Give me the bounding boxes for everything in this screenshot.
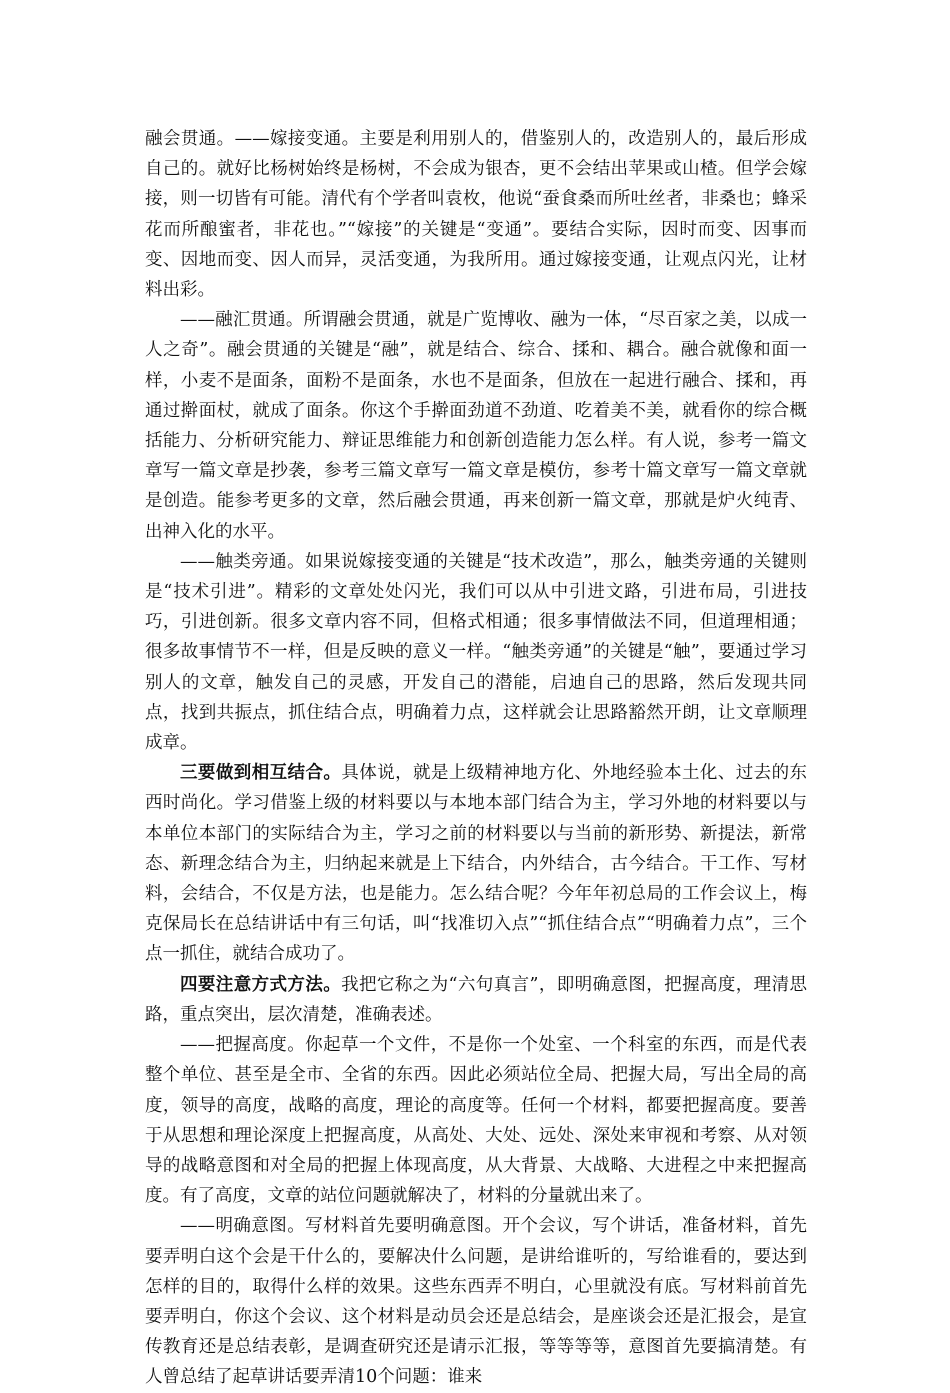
paragraph-4-heading: 三要做到相互结合。	[180, 763, 342, 784]
document-page	[145, 124, 807, 1393]
paragraph-7	[145, 1211, 807, 1392]
paragraph-5	[145, 970, 807, 1030]
paragraph-5-heading: 四要注意方式方法。	[180, 974, 342, 995]
paragraph-2	[145, 305, 807, 547]
paragraph-4	[145, 758, 807, 969]
paragraph-7-text: ——明确意图。写材料首先要明确意图。开个会议，写个讲话，准备材料，首先要弄明白这个会是干什么的，要解决什么问题，是讲给谁听的，写给谁看的，要达到怎样的目的，取得什么样的效果。这些东西弄不明白，心里就没有底。写材料前首先要弄明白，你这个会议、这个材料是动员会还是总结会，是座谈会还是汇报会，是宣传教育还是总结表彰，是调查研究还是请示汇报，等等等等，意图首先要搞清楚。有人曾总结了起草讲话要弄清10个问题：谁来	[145, 1216, 807, 1388]
paragraph-6-text: ——把握高度。你起草一个文件，不是你一个处室、一个科室的东西，而是代表整个单位、甚至是全市、全省的东西。因此必须站位全局、把握大局，写出全局的高度，领导的高度，战略的高度，理论的高度等。任何一个材料，都要把握高度。要善于从思想和理论深度上把握高度，从高处、大处、远处、深处来审视和考察、从对领导的战略意图和对全局的把握上体现高度，从大背景、大战略、大进程之中来把握高度。有了高度，文章的站位问题就解决了，材料的分量就出来了。	[145, 1035, 807, 1207]
paragraph-4-text: 具体说，就是上级精神地方化、外地经验本土化、过去的东西时尚化。学习借鉴上级的材料要以与本地本部门结合为主，学习外地的材料要以与本单位本部门的实际结合为主，学习之前的材料要以与当前的新形势、新提法，新常态、新理念结合为主，归纳起来就是上下结合，内外结合，古今结合。干工作、写材料，会结合，不仅是方法，也是能力。怎么结合呢？今年年初总局的工作会议上，梅克保局长在总结讲话中有三句话，叫“找准切入点”“抓住结合点”“明确着力点”，三个点一抓住，就结合成功了。	[145, 763, 808, 965]
paragraph-3-text: ——触类旁通。如果说嫁接变通的关键是“技术改造”，那么，触类旁通的关键则是“技术引进”。精彩的文章处处闪光，我们可以从中引进文路，引进布局，引进技巧，引进创新。很多文章内容不同，但格式相通；很多事情做法不同，但道理相通；很多故事情节不一样，但是反映的意义一样。“触类旁通”的关键是“触”，要通过学习别人的文章，触发自己的灵感，开发自己的潜能，启迪自己的思路，然后发现共同点，找到共振点，抓住结合点，明确着力点，这样就会让思路豁然开朗，让文章顺理成章。	[145, 551, 807, 754]
paragraph-2-text: ——融汇贯通。所谓融会贯通，就是广览博收、融为一体，“尽百家之美，以成一人之奇”。融会贯通的关键是“融”，就是结合、综合、揉和、耦合。融合就像和面一样，小麦不是面条，面粉不是面条，水也不是面条，但放在一起进行融合、揉和，再通过擀面杖，就成了面条。你这个手擀面劲道不劲道、吃着美不美，就看你的综合概括能力、分析研究能力、辩证思维能力和创新创造能力怎么样。有人说，参考一篇文章写一篇文章是抄袭，参考三篇文章写一篇文章是模仿，参考十篇文章写一篇文章就是创造。能参考更多的文章，然后融会贯通，再来创新一篇文章，那就是炉火纯青、出神入化的水平。	[145, 310, 807, 542]
paragraph-1-text: 融会贯通。——嫁接变通。主要是利用别人的，借鉴别人的，改造别人的，最后形成自己的。就好比杨树始终是杨树，不会成为银杏，更不会结出苹果或山楂。但学会嫁接，则一切皆有可能。清代有个学者叫袁枚，他说“蚕食桑而所吐丝者，非桑也；蜂采花而所酿蜜者，非花也。”“嫁接”的关键是“变通”。要结合实际，因时而变、因事而变、因地而变、因人而异，灵活变通，为我所用。通过嫁接变通，让观点闪光，让材料出彩。	[145, 129, 807, 301]
paragraph-6	[145, 1030, 807, 1211]
paragraph-5-text: 我把它称之为“六句真言”，即明确意图，把握高度，理清思路，重点突出，层次清楚，准确表述。	[145, 974, 807, 1025]
paragraph-1	[145, 124, 807, 305]
paragraph-3	[145, 547, 807, 758]
